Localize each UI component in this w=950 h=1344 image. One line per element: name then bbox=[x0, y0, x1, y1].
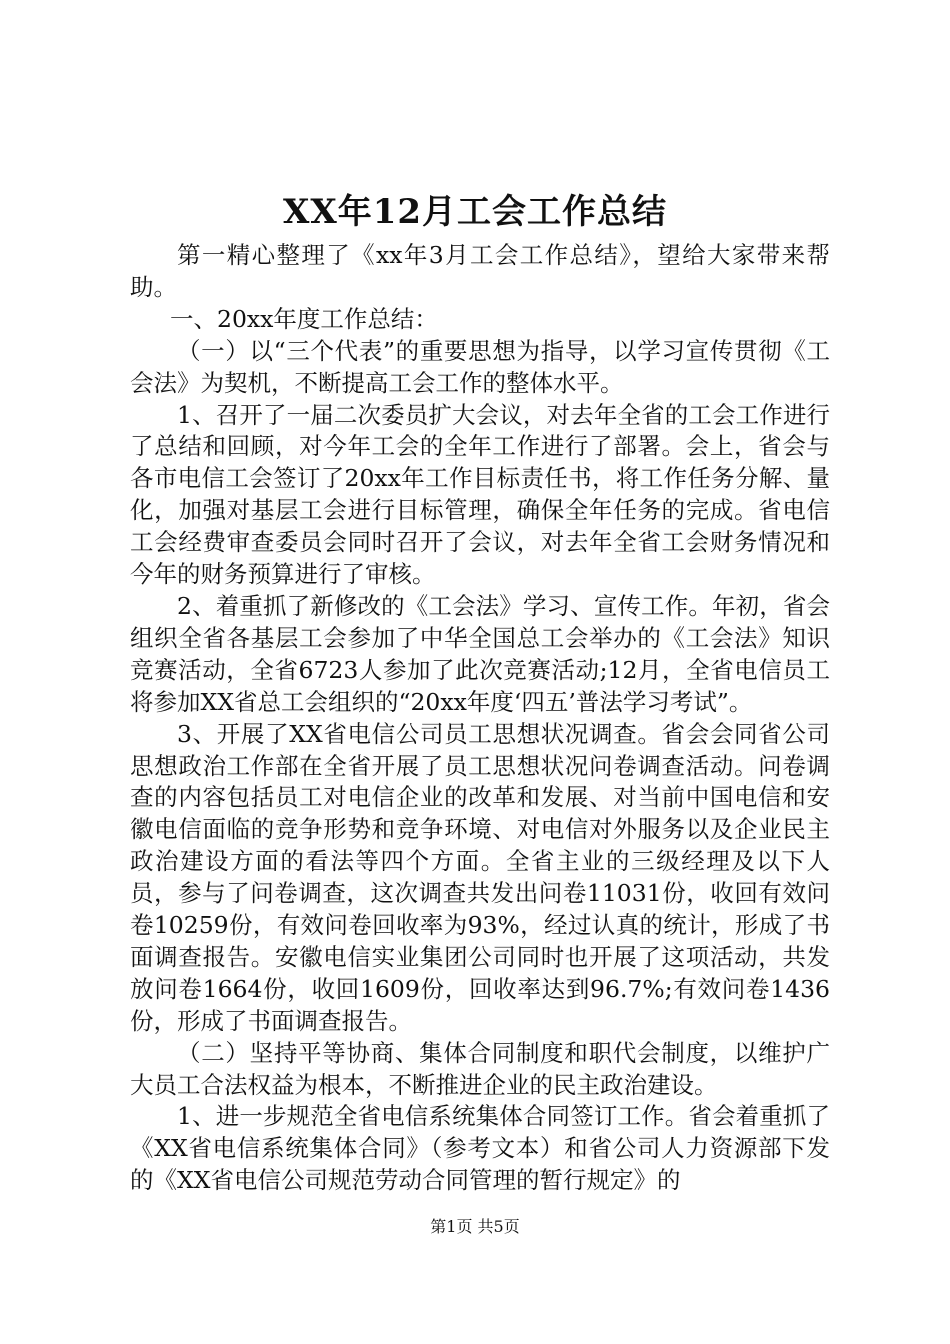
subsection-heading-2: （二）坚持平等协商、集体合同制度和职代会制度，以维护广大员工合法权益为根本，不断推进企业的民主政治建设。 bbox=[130, 1038, 830, 1099]
paragraph-item-4: 1、进一步规范全省电信系统集体合同签订工作。省会着重抓了《XX省电信系统集体合同》（参考文本）和省公司人力资源部下发的《XX省电信公司规范劳动合同管理的暂行规定》的 bbox=[130, 1102, 830, 1195]
paragraph-item-3: 3、开展了XX省电信公司员工思想状况调查。省会会同省公司思想政治工作部在全省开展了员工思想状况问卷调查活动。问卷调查的内容包括员工对电信企业的改革和发展、对当前中国电信和安徽电信面临的竞争形势和竞争环境、对电信对外服务以及企业民主政治建设方面的看法等四个方面。全省主业的三级经理及以下人员，参与了问卷调查，这次调查共发出问卷11031份，收回有效问卷10259份，有效问卷回收率为93%，经过认真的统计，形成了书面调查报告。安徽电信实业集团公司同时也开展了这项活动，共发放问卷1664份，收回1609份，回收率达到96.7%;有效问卷1436份，形成了书面调查报告。 bbox=[130, 719, 830, 1035]
page-footer: 第1页 共5页 bbox=[430, 1217, 520, 1236]
paragraph-item-1: 1、召开了一届二次委员扩大会议，对去年全省的工会工作进行了总结和回顾，对今年工会的全年工作进行了部署。会上，省会与各市电信工会签订了20xx年工作目标责任书，将工作任务分解、量化，加强对基层工会进行目标管理，确保全年任务的完成。省电信工会经费审查委员会同时召开了会议，对去年全省工会财务情况和今年的财务预算进行了审核。 bbox=[130, 400, 830, 589]
subsection-heading-1: （一）以“三个代表”的重要思想为指导，以学习宣传贯彻《工会法》为契机，不断提高工会工作的整体水平。 bbox=[130, 336, 830, 397]
section-heading-1: 一、20xx年度工作总结： bbox=[170, 304, 438, 333]
document-title: XX年12月工会工作总结 bbox=[282, 192, 668, 232]
paragraph-item-2: 2、着重抓了新修改的《工会法》学习、宣传工作。年初，省会组织全省各基层工会参加了中华全国总工会举办的《工会法》知识竞赛活动，全省6723人参加了此次竞赛活动;12月，全省电信员工将参加XX省总工会组织的“20xx年度‘四五’普法学习考试”。 bbox=[130, 591, 830, 716]
paragraph-intro: 第一精心整理了《xx年3月工会工作总结》，望给大家带来帮助。 bbox=[130, 241, 830, 301]
document-body bbox=[130, 240, 830, 1197]
